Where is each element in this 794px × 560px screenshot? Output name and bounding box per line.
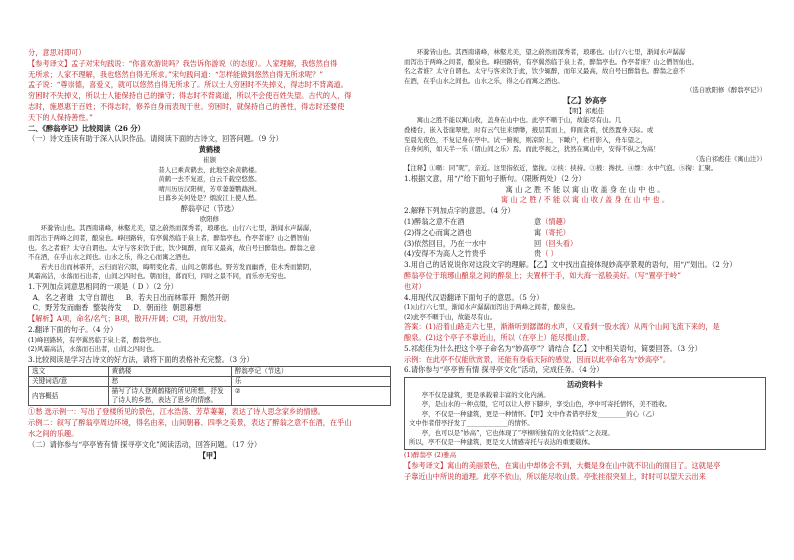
table-header: 黄鹤楼 xyxy=(108,367,231,377)
poem-line: 黄鹤一去不复返，白云千载空悠悠。 xyxy=(158,175,261,184)
table-cell: 内容概括 xyxy=(29,387,109,406)
yi-line: 至晨光夜色，不复记身在亭中。试一俯视，则凉阶上，下瞰户，栏杆影入，舟车望之， xyxy=(404,135,647,144)
table-cell: ② xyxy=(231,387,390,406)
table-cell: 愁 xyxy=(108,377,231,387)
question-2-item: (2)风霜高洁，水落而石出者，山间之四时也。 xyxy=(28,345,159,354)
card-line: 所以，亭不仅是一种建筑，更是文人情感寄托与表达的重要载体。 xyxy=(409,437,595,446)
poem-line: 日暮乡关何处是？烟波江上使人愁。 xyxy=(158,194,261,203)
reference-translation: 【参考译文】寓山的美丽景色，在寓山中却体会不到，大概是身在山中就不识山的面目了。这就是亭 xyxy=(404,460,721,470)
essay-line: 而泻出于两峰之间者，酿泉也。峰回路转，有亭翼然临于泉上者，醉翁亭也。作亭者谁？山之僧智仙也。 xyxy=(404,57,698,66)
answer-tail: 分，意思对即可） xyxy=(28,48,86,57)
question-2: 2.解释下列加点字的意思。（4 分） xyxy=(404,206,515,216)
poem-line: 晴川历历汉阳树，芳草萋萋鹦鹉洲。 xyxy=(158,184,261,193)
question-3-answer: 水之间的乐趣。 xyxy=(28,429,79,439)
reference-translation: 子靠近山中所说的道理。此亭不依山，所以能尽收山景。亭张挂很突显上，时时可以望天云出来 xyxy=(404,471,706,481)
translation-line: 【参考译文】孟子对宋句践说：“你喜欢游说吗？我告诉你游说（的态度）。人家理解，我悠然自得 xyxy=(28,58,338,68)
card-line: 亭，是山水的一种点缀，它可以让人停下脚步，享受山色，亭中可寄托情怀，美不胜收。 xyxy=(421,400,672,409)
yi-author: 【明】祁彪佳 xyxy=(565,106,605,115)
question-5: 5.祁彪佳为什么把这个亭子命名为“妙高亭”？请结合【乙】文中相关语句，简要回答。（3 分） xyxy=(404,343,702,353)
question-6: 6.请你参与“亭亭皆有情 探寻亭文化”活动，完成任务。（4 分） xyxy=(404,365,604,375)
question-2-item: (2)得之心而寓之酒也 寓（寄托） xyxy=(404,227,570,237)
section-title: 二、《醉翁亭记》比较阅读（26 分） xyxy=(28,123,145,133)
part2-heading: （二）请你参与“亭亭皆有情 探寻亭文化”阅读活动，回答问题。（17 分） xyxy=(28,439,262,449)
yi-title: 【乙】妙高亭 xyxy=(563,95,607,105)
yi-line: 叠楼台，嵌入苍崖翠壁，时有云气往来缥缈，掖层霄而上，仰面贪看，恍然置身天际。或 xyxy=(404,125,654,134)
source-note: （选自祁彪佳《寓山注》） xyxy=(692,154,766,163)
table-cell: 关键词语/意 xyxy=(29,377,109,387)
activity-card xyxy=(404,377,766,450)
question-5-answer: 示例：在此亭不仅能欣赏景，还能有身临天际的感觉，因而以此亭命名为“妙高亭”。 xyxy=(404,354,671,364)
translation-line: 天下的人保持善性。” xyxy=(28,112,93,122)
essay-line: 若夫日出而林霏开，云归而岩穴暝，晦明变化者，山间之朝暮也。野芳发而幽香，佳木秀而繁阴， xyxy=(40,262,316,271)
source-note: （选自欧阳修《醉翁亭记》） xyxy=(686,86,766,95)
question-2: 2.翻译下面的句子。（4 分） xyxy=(28,325,118,335)
right-column xyxy=(404,48,766,482)
poem-title: 黄鹤楼 xyxy=(198,145,221,155)
essay-line: 名之者谁？太守自谓也。太守与客来饮于此，饮少辄醉，而年又最高，故自号曰醉翁也。醉翁之意不 xyxy=(404,67,686,76)
question-3-answer: 示例二：叙写了醉翁亭周边环境，得名由来，山间朝暮、四季之美景，表达了醉翁之意不在酒，在乎山 xyxy=(28,418,352,428)
question-1-options: C．野芳发而幽香 整装待发 D．朝而往 朝思暮想 xyxy=(32,303,202,313)
card-line: 亭，不仅是一种建筑，更是一种情怀。【甲】文中作者借亭抒发_________的心（乙） xyxy=(421,409,659,418)
essay-line: 在酒，在乎山水之间也。山水之乐，得之心而寓之酒也。 xyxy=(404,76,564,85)
left-column xyxy=(28,48,391,461)
question-2-item: (1)峰回路转，有亭翼然临于泉上者，醉翁亭也。 xyxy=(28,335,165,344)
question-3-answer: ①愁 选示例一：写出了登楼所见的景色，江水浩荡、芳草萋萋，表达了诗人思念家乡的情感。 xyxy=(28,407,325,417)
question-4: 4.用现代汉语翻译下面句子的意思。（5 分） xyxy=(404,292,544,302)
essay-title: 醉翁亭记（节选） xyxy=(180,203,239,213)
essay-line: 也。名之者谁？太守自谓也。太守与客来饮于此，饮少辄醉，而年又最高，故自号曰醉翁也。醉翁之意 xyxy=(28,243,316,252)
card-title: 活动资料卡 xyxy=(567,380,603,390)
essay-line: 不在酒，在乎山水之间也。山水之乐，得之心而寓之酒也。 xyxy=(28,253,195,262)
question-4-item: (1)山行六七里，渐闻水声潺潺而泻出于两峰之间者，酿泉也。 xyxy=(404,303,580,312)
question-3-answer: 也对） xyxy=(404,281,426,291)
translation-line: 无所求；人家不理解，我也悠然自得无所求。”宋句践问道：“怎样能做到悠然自得无所求呢？” xyxy=(28,69,323,79)
essay-author: 欧阳修 xyxy=(199,214,220,223)
translation-line: 孟子说：“尊崇德，喜爱义，就可以悠然自得无所求了。所以士人穷困时不失掉义，得志时不背离道。 xyxy=(28,80,348,90)
notes: 【注释】①暱：同“昵”，亲近。这里指依近，靠拢。②挟：挟持。③掖：搀扶。④缥：水中气泡。⑤掬：汇聚。 xyxy=(404,164,718,173)
yi-line: 寓山之胜不能以寓山收，盖身在山中也。此亭不暱于山，故能尽有山。几 xyxy=(416,116,622,125)
table-cell: 乐 xyxy=(231,377,390,387)
translation-line: 志时，施恩惠于百姓；不得志时，修养自身而表现于世。穷困时，就保持自己的善性，得志时还要使 xyxy=(28,101,345,111)
table-header: 选文 xyxy=(29,367,109,377)
question-3: 3.用自己的话说说你对这段文字的理解。【乙】文中找出直接体现妙高亭景观的语句，用“/”划出。（2 分） xyxy=(404,260,737,270)
essay-line: 环滁皆山也。其西南诸峰，林壑尤美，望之蔚然而深秀者，琅琊也。山行六七里，渐闻水声潺潺， xyxy=(40,224,316,233)
table-cell: 描写了诗人登黄鹤楼的所见所想，抒发了诗人的乡愁，表达了思乡的情感。 xyxy=(108,387,231,406)
essay-line: 而泻出于两峰之间者，酿泉也。峰回路转，有亭翼然临于泉上者，醉翁亭也。作亭者谁？山之僧智仙 xyxy=(28,233,310,242)
question-1-options: A．名之者谁 太守自谓也 B．若夫日出而林霏开 黯然开朗 xyxy=(32,292,230,302)
card-line: 亭不仅是建筑，更是承载着丰富的文化内涵。 xyxy=(421,390,550,399)
question-3: 3.比较阅读是学习古诗文的好方法，请将下面的表格补充完整。（3 分） xyxy=(28,354,254,364)
table-header: 醉翁亭记（节选） xyxy=(231,367,390,377)
card-line: 亭，也可以是“妙高”，它也体现了“亭柳所独有的文化特质”之表现。 xyxy=(421,428,614,437)
translation-line: 穷困时不失掉义，所以士人能保持自己的操守；得志时不背离道，所以不会使百姓失望。古代的人，得 xyxy=(28,91,352,101)
poem-author: 崔颢 xyxy=(203,155,216,164)
jia-label: 【甲】 xyxy=(198,450,221,460)
part1-heading: （一）诗文连读有助于深入认识作品。请阅读下面的古诗文，回答问题。（9 分） xyxy=(28,134,283,144)
essay-line: 环滁皆山也。其西南诸峰，林壑尤美，望之蔚然而深秀者，琅琊也。山行六七里，渐闻水声潺潺 xyxy=(416,48,686,56)
question-1-answer: 寓 山 之 胜 / 不 能 以 寓 山 收 / 盖 身 在 山 中 也 。 xyxy=(500,195,670,205)
question-4-item: (2)此亭不暱于山，故能尽有山。 xyxy=(404,312,497,321)
question-1: 1.下列加点词意思相同的一项是（ D ）（2 分） xyxy=(28,281,178,291)
question-1-sentence: 寓 山 之 胜 不 能 以 寓 山 收 盖 身 在 山 中 也 。 xyxy=(505,184,665,194)
card-line: 文中作者借亭抒发了_____________的情怀。 xyxy=(409,419,534,428)
card-answer: (1)醉翁亭 (2)雅高 xyxy=(404,451,457,460)
poem-line: 昔人已乘黄鹤去，此地空余黄鹤楼。 xyxy=(158,165,261,174)
question-4-answer: 酿泉。(2)这个亭子不靠近山，所以（在亭上）能尽揽山景。 xyxy=(404,332,594,342)
yi-line: 自身何所，如天半一乐（谓山间之乐）焉。而此亭视之，犹然在寓山中，安得不纵之为高！ xyxy=(404,145,660,154)
question-1: 1.根据文意，用“/”给下面句子断句。（限断两处）（2 分） xyxy=(404,173,586,183)
essay-line: 风霜高洁，水落而石出者，山间之四时也。朝而往，暮而归，四时之景不同，而乐亦无穷也。 xyxy=(28,272,291,281)
comparison-table xyxy=(28,366,391,406)
question-4-answer: 答案：(1)沿着山路走六七里，渐渐听到潺潺的水声，（又看到一股水流）从两个山间飞流下来的，是 xyxy=(404,322,720,332)
question-2-item: (3)依然回目，乃在一水中 回（回头看） xyxy=(404,238,578,248)
question-1-answer: 【解析】A项，命名/名气；B项，散开/开阔；C项，开放/出发。 xyxy=(28,314,231,324)
question-3-answer: 醉翁亭位于琅琊山酿泉之间的醉泉上；夫置杯于手，如大海一泓般美好。（写“置亭于岭” xyxy=(404,270,681,280)
question-2-item: (4)安得不为高人之竹贵乎 贵（ ） xyxy=(404,249,558,259)
question-2-item: (1)醉翁之意不在酒 意（情趣） xyxy=(404,216,570,226)
